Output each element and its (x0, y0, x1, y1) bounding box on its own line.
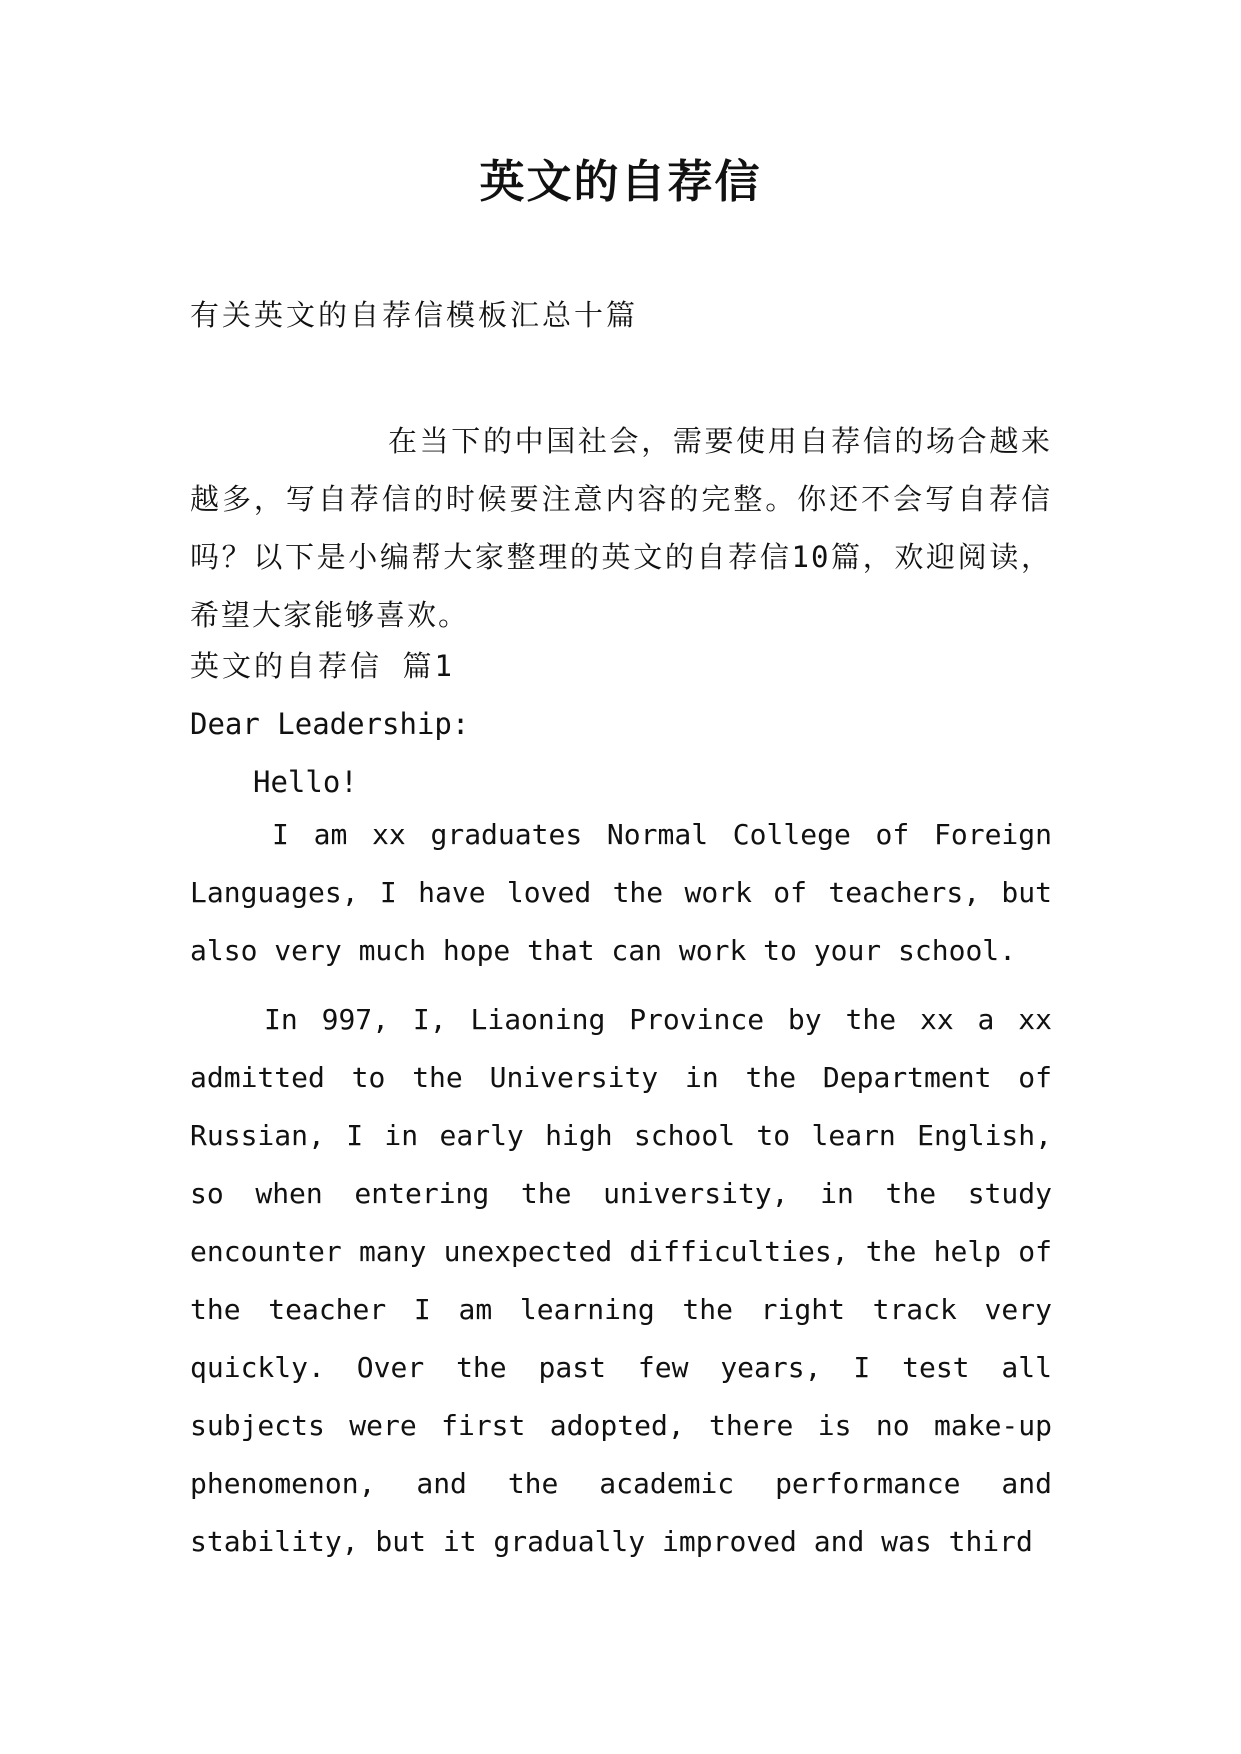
document-subtitle: 有关英文的自荐信模板汇总十篇 (190, 298, 639, 332)
document-title: 英文的自荐信 (479, 155, 762, 208)
body-paragraph-2: In 997, I, Liaoning Province by the xx a xx admitted to the University in the Department of Russian, I in early high school to learn English, so when entering the university, in the study encounter many unexpected difficulties, the help of the teacher I am learning the right track very quickly. Over the past few years, I test all subjects were first adopted, there is no make-up phenomenon, and the academic performance and stability, but it gradually improved and was third (190, 1003, 1052, 1558)
body-paragraph-1: I am xx graduates Normal College of Foreign Languages, I have loved the work of teachers, but also very much hope that can work to your school. (190, 818, 1052, 967)
section-heading: 英文的自荐信 篇1 (190, 649, 455, 683)
intro-paragraph: 在当下的中国社会，需要使用自荐信的场合越来越多，写自荐信的时候要注意内容的完整。你还不会写自荐信吗？以下是小编帮大家整理的英文的自荐信10篇，欢迎阅读，希望大家能够喜欢。 (190, 424, 1052, 632)
letter-salutation: Dear Leadership: (190, 707, 470, 741)
letter-greeting: Hello! (253, 765, 358, 799)
